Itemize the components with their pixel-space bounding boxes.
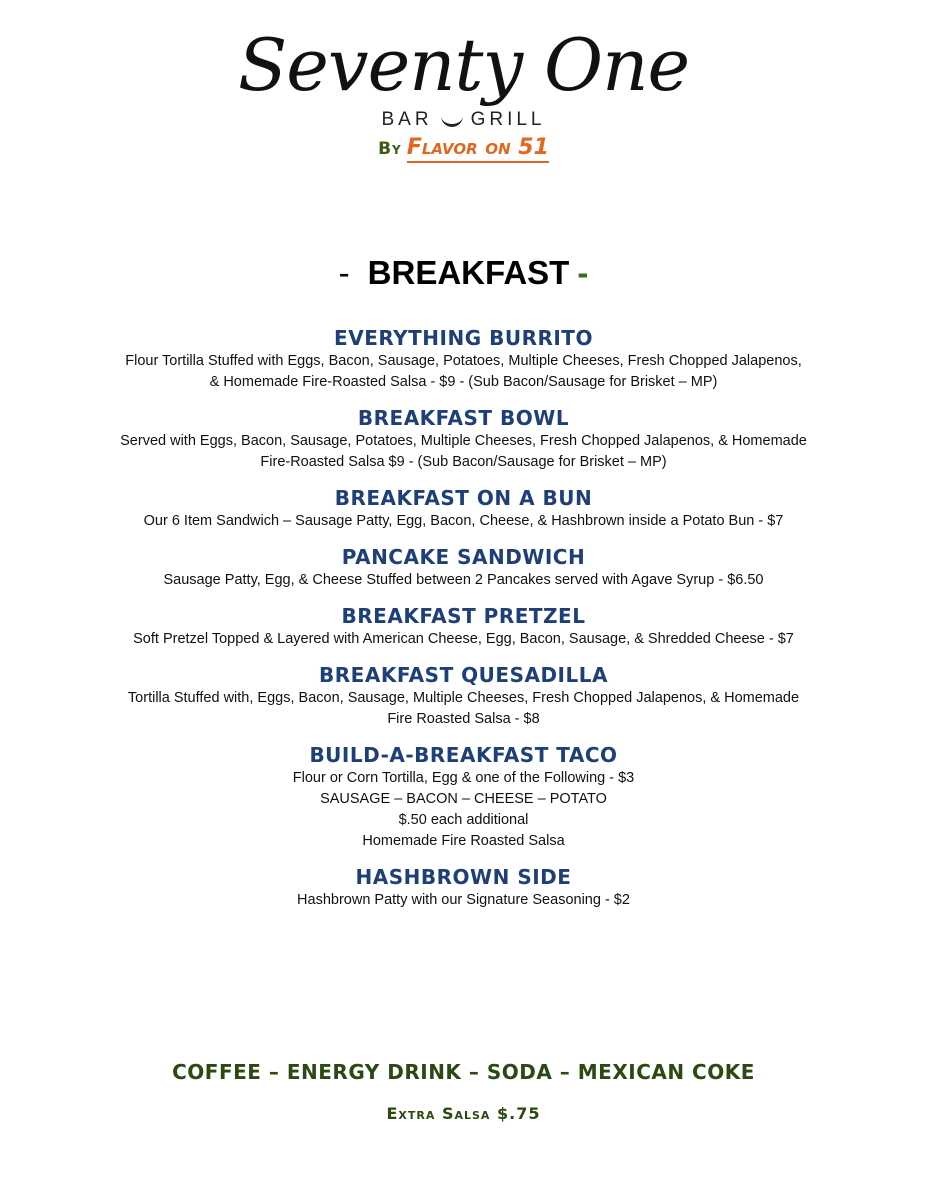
swoosh-icon bbox=[441, 106, 463, 127]
description-line: $.50 each additional bbox=[398, 812, 529, 828]
drinks-line: COFFEE – ENERGY DRINK – SODA – MEXICAN COKE bbox=[172, 1060, 755, 1084]
menu-item bbox=[0, 662, 927, 730]
menu-item-description bbox=[104, 511, 824, 532]
logo-brand: Flavor on 51 bbox=[407, 135, 549, 163]
menu-list bbox=[0, 325, 927, 923]
logo-byline bbox=[0, 135, 927, 160]
section-title bbox=[0, 254, 927, 292]
description-line: Tortilla Stuffed with, Eggs, Bacon, Sausage, Multiple Cheeses, Fresh Chopped Jalapenos, & Homemade bbox=[127, 690, 800, 706]
menu-item-description bbox=[104, 570, 824, 591]
menu-item-description bbox=[104, 688, 824, 730]
description-line: Soft Pretzel Topped & Layered with American Cheese, Egg, Bacon, Sausage, & Shredded Cheese - $7 bbox=[133, 631, 794, 647]
description-line: Flour Tortilla Stuffed with Eggs, Bacon, Sausage, Potatoes, Multiple Cheeses, Fresh Chopped Jalapenos, bbox=[125, 353, 802, 369]
menu-item-description bbox=[104, 768, 824, 852]
menu-item-name: BREAKFAST ON A BUN bbox=[334, 486, 593, 510]
section-title-text: BREAKFAST bbox=[367, 254, 570, 291]
menu-item-name: BREAKFAST PRETZEL bbox=[341, 604, 586, 628]
description-line: Sausage Patty, Egg, & Cheese Stuffed between 2 Pancakes served with Agave Syrup - $6.50 bbox=[163, 572, 764, 588]
menu-item-description bbox=[104, 890, 824, 911]
menu-item-name: BREAKFAST BOWL bbox=[357, 406, 570, 430]
menu-item-name: EVERYTHING BURRITO bbox=[334, 326, 593, 350]
logo-by-label: By bbox=[378, 139, 402, 159]
description-line: Our 6 Item Sandwich – Sausage Patty, Egg, Bacon, Cheese, & Hashbrown inside a Potato Bun - $7 bbox=[143, 513, 784, 529]
menu-item bbox=[0, 325, 927, 393]
menu-item-name: BREAKFAST QUESADILLA bbox=[319, 663, 608, 687]
title-dash-right: - bbox=[577, 254, 589, 291]
menu-item bbox=[0, 742, 927, 852]
menu-item bbox=[0, 405, 927, 473]
title-dash-left: - bbox=[338, 254, 350, 291]
menu-item bbox=[0, 544, 927, 591]
menu-item bbox=[0, 485, 927, 532]
description-line: Hashbrown Patty with our Signature Seasoning - $2 bbox=[297, 892, 630, 908]
menu-item bbox=[0, 864, 927, 911]
logo-sub-right: GRILL bbox=[470, 109, 546, 130]
description-line: & Homemade Fire-Roasted Salsa - $9 - (Sub Bacon/Sausage for Brisket – MP) bbox=[209, 374, 718, 390]
menu-item-name: PANCAKE SANDWICH bbox=[341, 545, 586, 569]
description-line: Served with Eggs, Bacon, Sausage, Potatoes, Multiple Cheeses, Fresh Chopped Jalapenos, & Homemade bbox=[120, 433, 807, 449]
menu-item-name: BUILD-A-BREAKFAST TACO bbox=[309, 743, 618, 767]
menu-item bbox=[0, 603, 927, 650]
logo-name: Seventy One bbox=[237, 23, 690, 107]
restaurant-logo bbox=[0, 22, 927, 160]
menu-item-description bbox=[104, 629, 824, 650]
menu-item-description bbox=[104, 351, 824, 393]
logo-sub-left: BAR bbox=[381, 109, 433, 130]
description-line: SAUSAGE – BACON – CHEESE – POTATO bbox=[320, 791, 607, 807]
description-line: Homemade Fire Roasted Salsa bbox=[362, 833, 565, 849]
extra-salsa-note: Extra Salsa $.75 bbox=[386, 1104, 541, 1123]
description-line: Fire-Roasted Salsa $9 - (Sub Bacon/Sausage for Brisket – MP) bbox=[260, 454, 667, 470]
menu-item-description bbox=[104, 431, 824, 473]
description-line: Fire Roasted Salsa - $8 bbox=[387, 711, 540, 727]
description-line: Flour or Corn Tortilla, Egg & one of the Following - $3 bbox=[292, 770, 635, 786]
logo-subtitle bbox=[0, 106, 927, 131]
menu-item-name: HASHBROWN SIDE bbox=[355, 865, 572, 889]
